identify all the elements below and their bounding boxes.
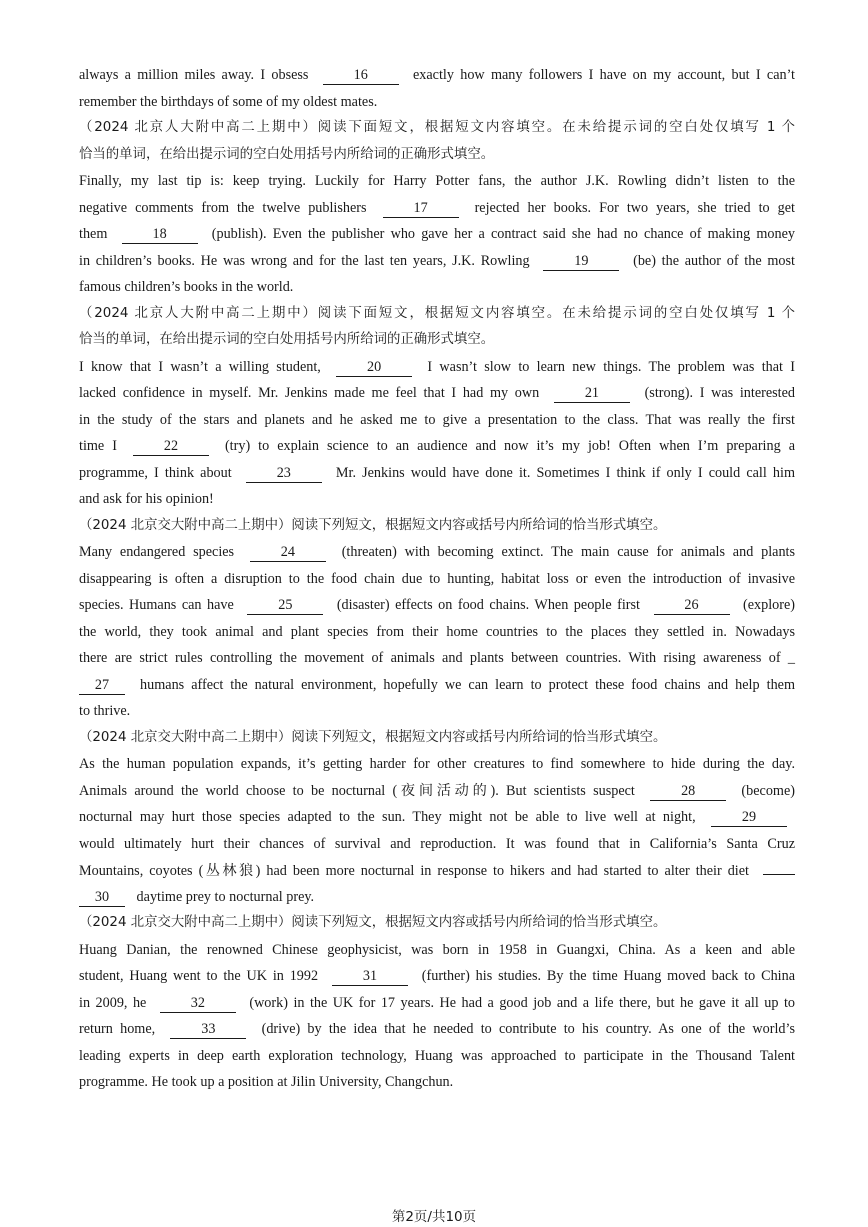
answer-blank[interactable]: 17 [383, 200, 459, 218]
passage-line [79, 751, 795, 778]
text-segment: the world, they took animal and plant species from their home countries to the places they settled in. Nowadays [79, 623, 795, 640]
text-segment: them [79, 226, 114, 242]
answer-blank[interactable]: 24 [250, 544, 326, 562]
text-segment: (explore) [737, 597, 795, 613]
section-instruction-line [79, 725, 795, 752]
passage-line [79, 804, 795, 831]
passage-line [79, 990, 795, 1017]
section-instruction-line [79, 513, 795, 540]
passage-line [79, 857, 795, 884]
answer-blank[interactable]: 33 [170, 1021, 246, 1039]
answer-blank[interactable]: 22 [133, 438, 209, 456]
text-segment: exactly how many followers I have on my account, but I can’t [406, 67, 795, 83]
text-segment: I wasn’t slow to learn new things. The problem was that I [420, 358, 795, 375]
passage-line [79, 168, 795, 195]
text-segment: in the study of the stars and planets and he asked me to give a presentation to the class. That was really the first [79, 411, 795, 428]
text-segment: Mr. Jenkins would have done it. Sometimes I think if only I could call him [329, 464, 795, 481]
text-segment: As the human population expands, it’s getting harder for other creatures to find somewhere to hide during the day. [79, 756, 795, 772]
text-segment: Mountains, coyotes (丛林狼) had been more nocturnal in response to hikers and had started to alter their diet [79, 863, 755, 879]
answer-blank[interactable]: 32 [160, 995, 236, 1013]
passage-line [79, 937, 795, 964]
text-segment: （2024 北京人大附中高二上期中）阅读下面短文，根据短文内容填空。在未给提示词的空白处仅填写 1 个 [79, 305, 795, 321]
text-segment: (work) in the UK for 17 years. He had a good job and a life there, but he gave it all up to [243, 994, 795, 1011]
text-segment: return home, [79, 1021, 163, 1037]
section-instruction-line [79, 142, 795, 169]
passage-line [79, 354, 795, 381]
passage-line [79, 89, 795, 116]
text-segment: rejected her books. For two years, she tried to get [466, 199, 795, 216]
text-segment: I know that I wasn’t a willing student, [79, 358, 329, 375]
text-segment: lacked confidence in myself. Mr. Jenkins made me feel that I had my own [79, 385, 546, 401]
text-segment: nocturnal may hurt those species adapted to the sun. They might not be able to live well at night, [79, 809, 703, 825]
passage-line [79, 486, 795, 513]
passage-line [79, 884, 795, 911]
text-segment: in 2009, he [79, 994, 152, 1011]
text-segment: to thrive. [79, 703, 131, 719]
answer-blank[interactable]: 29 [711, 809, 787, 827]
answer-blank[interactable]: 21 [554, 385, 630, 403]
text-segment: (be) the author of the most [627, 252, 795, 269]
text-segment: （2024 北京交大附中高二上期中）阅读下列短文，根据短文内容或括号内所给词的恰当形式填空。 [79, 729, 667, 745]
answer-blank[interactable]: 27 [79, 677, 125, 695]
text-segment: there are strict rules controlling the movement of animals and plants between countries. With rising awareness of _ [79, 650, 795, 666]
passage-line [79, 195, 795, 222]
text-segment: (become) [734, 782, 795, 799]
text-segment: leading experts in deep earth exploration technology, Huang was approached to participate in the Thousand Talent [79, 1047, 795, 1064]
text-segment: 恰当的单词，在给出提示词的空白处用括号内所给词的正确形式填空。 [79, 146, 495, 162]
answer-blank[interactable]: 16 [323, 67, 399, 85]
passage-line [79, 274, 795, 301]
text-segment: （2024 北京交大附中高二上期中）阅读下列短文，根据短文内容或括号内所给词的恰当形式填空。 [79, 517, 667, 533]
passage-line [79, 407, 795, 434]
answer-blank[interactable]: 18 [122, 226, 198, 244]
answer-blank[interactable]: 30 [79, 889, 125, 907]
text-segment: (disaster) effects on food chains. When people first [331, 597, 646, 613]
passage-line [79, 1069, 795, 1096]
answer-blank[interactable]: 26 [654, 597, 730, 615]
text-segment: negative comments from the twelve publishers [79, 199, 375, 216]
text-segment: student, Huang went to the UK in 1992 [79, 968, 324, 984]
passage-line [79, 778, 795, 805]
text-segment: Many endangered species [79, 544, 242, 560]
text-segment: (strong). I was interested [637, 385, 796, 401]
passage-line [79, 566, 795, 593]
passage-line [79, 221, 795, 248]
text-segment: (try) to explain science to an audience and now it’s my job! Often when I’m preparing a [216, 438, 795, 454]
passage-line [79, 672, 795, 699]
text-segment: programme. He took up a position at Jilin University, Changchun. [79, 1074, 454, 1090]
passage-line [79, 698, 795, 725]
passage-line [79, 831, 795, 858]
text-segment: 恰当的单词，在给出提示词的空白处用括号内所给词的正确形式填空。 [79, 332, 495, 347]
page-footer: 第2页/共10页 [391, 1209, 477, 1225]
passage-line [79, 1043, 795, 1070]
text-segment: in children’s books. He was wrong and for the last ten years, J.K. Rowling [79, 252, 536, 269]
text-segment: (threaten) with becoming extinct. The main cause for animals and plants [333, 544, 795, 560]
text-segment: daytime prey to nocturnal prey. [133, 888, 315, 905]
text-segment: always a million miles away. I obsess [79, 67, 315, 83]
answer-blank[interactable]: 23 [246, 465, 322, 483]
text-segment: species. Humans can have [79, 597, 240, 613]
text-segment: Huang Danian, the renowned Chinese geophysicist, was born in 1958 in Guangxi, China. As a keen and able [79, 941, 795, 958]
answer-blank[interactable]: 25 [247, 597, 323, 615]
passage-line [79, 1016, 795, 1043]
answer-blank[interactable]: 28 [650, 783, 726, 801]
text-segment: time I [79, 438, 125, 454]
text-segment: famous children’s books in the world. [79, 279, 294, 295]
text-segment: （2024 北京人大附中高二上期中）阅读下面短文，根据短文内容填空。在未给提示词的空白处仅填写 1 个 [79, 120, 795, 135]
answer-blank[interactable]: 19 [543, 253, 619, 271]
text-segment: (publish). Even the publisher who gave her a contract said she had no chance of making money [205, 226, 795, 242]
answer-blank[interactable]: 31 [332, 968, 408, 986]
section-instruction-line [79, 910, 795, 937]
passage-line [79, 248, 795, 275]
section-instruction-line [79, 115, 795, 142]
passage-line [79, 619, 795, 646]
answer-blank[interactable]: 20 [336, 359, 412, 377]
text-segment: (further) his studies. By the time Huang moved back to China [415, 968, 795, 984]
passage-line [79, 380, 795, 407]
text-segment: (drive) by the idea that he needed to contribute to his country. As one of the world’s [254, 1021, 795, 1037]
text-segment: programme, I think about [79, 464, 238, 481]
passage-line [79, 963, 795, 990]
section-instruction-line [79, 327, 795, 354]
text-segment: remember the birthdays of some of my oldest mates. [79, 93, 378, 110]
passage-line [79, 645, 795, 672]
document-body [79, 62, 795, 1096]
passage-line [79, 539, 795, 566]
passage-line [79, 460, 795, 487]
section-instruction-line [79, 301, 795, 328]
text-segment: Animals around the world choose to be nocturnal (夜间活动的). But scientists suspect [79, 782, 643, 799]
passage-line [79, 433, 795, 460]
text-segment: （2024 北京交大附中高二上期中）阅读下列短文，根据短文内容或括号内所给词的恰当形式填空。 [79, 915, 667, 930]
text-segment: and ask for his opinion! [79, 491, 214, 507]
passage-line [79, 592, 795, 619]
text-segment: Finally, my last tip is: keep trying. Luckily for Harry Potter fans, the author J.K. Rowling didn’t listen to the [79, 173, 795, 189]
answer-blank[interactable] [763, 857, 795, 875]
text-segment: would ultimately hurt their chances of survival and reproduction. It was found that in California’s Santa Cruz [79, 835, 795, 852]
text-segment: humans affect the natural environment, hopefully we can learn to protect these food chains and help them [133, 676, 795, 693]
text-segment: disappearing is often a disruption to the food chain due to hunting, habitat loss or even the introduction of invasive [79, 570, 795, 587]
passage-line [79, 62, 795, 89]
